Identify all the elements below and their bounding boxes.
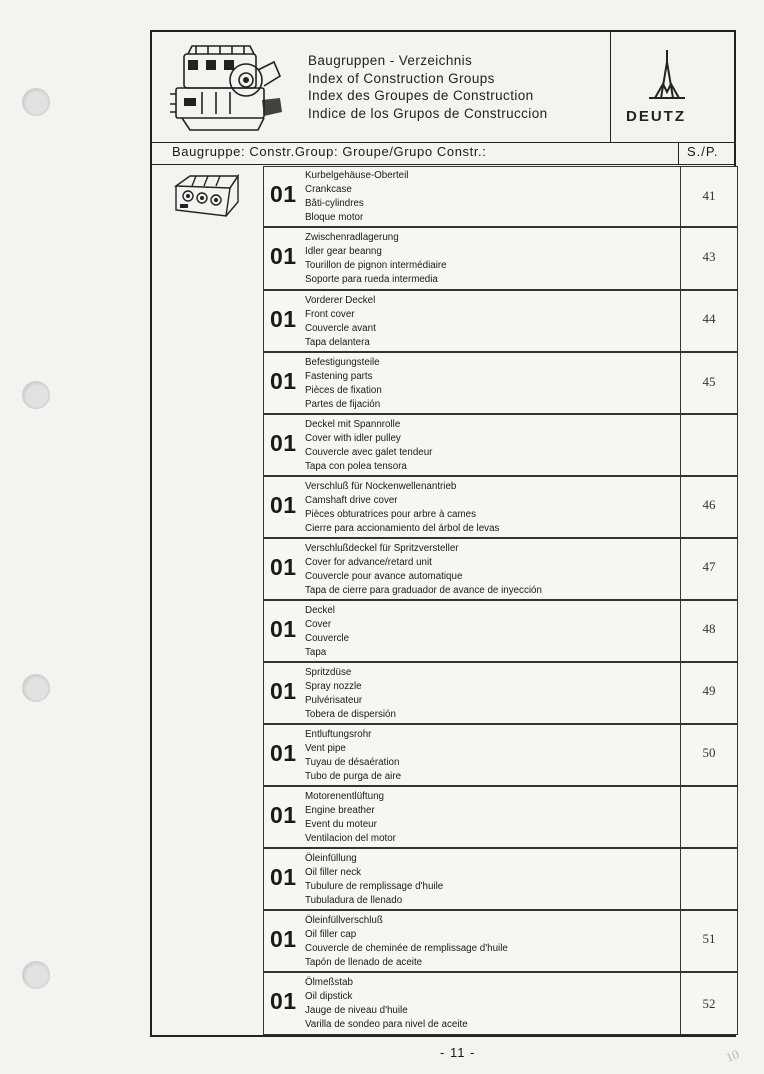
- page-number: 48: [702, 621, 716, 636]
- group-code: 01: [270, 740, 297, 766]
- page-cell: [680, 228, 737, 289]
- list-item: [263, 227, 738, 290]
- group-code: 01: [270, 181, 297, 207]
- part-name-english: Cover: [305, 619, 332, 630]
- part-name-french: Pulvérisateur: [305, 695, 363, 706]
- part-name-english: Camshaft drive cover: [305, 495, 398, 506]
- part-name-english: Engine breather: [305, 805, 375, 816]
- page-number: 49: [702, 683, 716, 698]
- part-name-german: Zwischenradlagerung: [305, 232, 399, 243]
- list-item: [263, 414, 738, 476]
- part-name-spanish: Tapa: [305, 647, 327, 658]
- part-name-german: Deckel: [305, 605, 335, 616]
- title-french: Index des Groupes de Construction: [308, 88, 534, 103]
- group-code: 01: [270, 802, 297, 828]
- part-name-english: Oil filler neck: [305, 867, 362, 878]
- pencil-mark: 10: [723, 1046, 742, 1065]
- page-number: 47: [702, 559, 716, 574]
- page-cell: [680, 477, 737, 537]
- list-item: [263, 476, 738, 538]
- part-name-english: Crankcase: [305, 184, 352, 195]
- part-name-german: Öleinfüllung: [305, 853, 357, 864]
- part-name-spanish: Varilla de sondeo para nivel de aceite: [305, 1019, 468, 1030]
- group-code: 01: [270, 678, 297, 704]
- punch-hole: [22, 88, 50, 116]
- part-name-german: Motorenentlüftung: [305, 791, 384, 802]
- list-item: [263, 166, 738, 227]
- part-name-french: Event du moteur: [305, 819, 377, 830]
- part-names: [305, 418, 432, 474]
- part-names: [305, 666, 396, 722]
- part-name-french: Pièces obturatrices pour arbre à cames: [305, 509, 476, 520]
- part-name-english: Cover for advance/retard unit: [305, 557, 432, 568]
- part-name-german: Vorderer Deckel: [305, 295, 376, 306]
- part-name-english: Front cover: [305, 309, 355, 320]
- part-name-spanish: Tubuladura de llenado: [305, 895, 403, 906]
- page-cell: [680, 167, 737, 226]
- part-name-german: Öleinfüllverschluß: [305, 915, 383, 926]
- page-cell: [680, 415, 737, 475]
- page-cell: [680, 539, 737, 599]
- part-name-french: Couvercle pour avance automatique: [305, 571, 463, 582]
- part-names: [305, 480, 499, 536]
- part-name-english: Cover with idler pulley: [305, 433, 401, 444]
- part-name-spanish: Bloque motor: [305, 212, 364, 223]
- group-code: 01: [270, 616, 297, 642]
- list-item: [263, 352, 738, 414]
- part-name-german: Verschluß für Nockenwellenantrieb: [305, 481, 457, 492]
- page-number: 51: [702, 931, 716, 946]
- title-spanish: Indice de los Grupos de Construccion: [308, 105, 548, 121]
- page-cell: [680, 911, 737, 971]
- group-code: 01: [270, 306, 297, 332]
- part-names: [305, 604, 349, 660]
- part-name-spanish: Tapón de llenado de aceite: [305, 957, 423, 968]
- part-name-english: Oil dipstick: [305, 991, 353, 1002]
- part-name-german: Kurbelgehäuse-Oberteil: [305, 170, 409, 181]
- part-name-english: Idler gear beanng: [305, 246, 382, 257]
- list-item: [263, 538, 738, 600]
- page-number: 52: [702, 996, 716, 1011]
- group-code: 01: [270, 864, 297, 890]
- group-code: 01: [270, 988, 297, 1014]
- part-names: [305, 790, 396, 846]
- part-names: [305, 852, 443, 908]
- list-item: [263, 290, 738, 352]
- part-name-spanish: Tapa con polea tensora: [305, 461, 407, 472]
- engine-illustration: [162, 40, 292, 136]
- page-cell: [680, 353, 737, 413]
- part-name-english: Oil filler cap: [305, 929, 357, 940]
- deutz-logo-icon: [639, 48, 695, 102]
- part-names: [305, 294, 376, 350]
- index-titles: [308, 52, 548, 122]
- list-item: [263, 848, 738, 910]
- punch-hole: [22, 961, 50, 989]
- page-column-label: S./P.: [687, 144, 719, 159]
- part-name-french: Couvercle avant: [305, 323, 376, 334]
- title-german: Baugruppen - Verzeichnis: [308, 53, 473, 68]
- part-name-spanish: Tapa delantera: [305, 337, 370, 348]
- part-name-english: Spray nozzle: [305, 681, 362, 692]
- part-name-french: Couvercle avec galet tendeur: [305, 447, 433, 458]
- page-column-header: [678, 142, 735, 164]
- title-english: Index of Construction Groups: [308, 70, 495, 86]
- list-item: [263, 910, 738, 972]
- list-item: [263, 662, 738, 724]
- part-name-spanish: Ventilacion del motor: [305, 833, 396, 844]
- group-code: 01: [270, 926, 297, 952]
- group-code: 01: [270, 243, 297, 269]
- part-names: [305, 976, 468, 1032]
- group-bar: [152, 142, 734, 165]
- page-number: 46: [702, 497, 716, 512]
- page-number: 44: [702, 311, 716, 326]
- index-frame: [150, 30, 736, 1037]
- group-code: 01: [270, 554, 297, 580]
- part-name-spanish: Partes de fijación: [305, 399, 381, 410]
- part-names: [305, 542, 542, 598]
- brand-name: DEUTZ: [626, 108, 686, 125]
- list-item: [263, 600, 738, 662]
- page-cell: [680, 849, 737, 909]
- part-name-spanish: Tapa de cierre para graduador de avance de inyección: [305, 585, 542, 596]
- group-code: 01: [270, 492, 297, 518]
- part-name-french: Tuyau de désaération: [305, 757, 400, 768]
- part-name-german: Befestigungsteile: [305, 357, 380, 368]
- page-cell: [680, 725, 737, 785]
- group-code: 01: [270, 368, 297, 394]
- part-name-german: Verschlußdeckel für Spritzversteller: [305, 543, 459, 554]
- punch-hole: [22, 381, 50, 409]
- page-cell: [680, 291, 737, 351]
- page-number: 41: [702, 188, 716, 203]
- part-name-french: Couvercle de cheminée de remplissage d'huile: [305, 943, 508, 954]
- page-cell: [680, 601, 737, 661]
- part-names: [305, 231, 447, 287]
- part-name-french: Tourillon de pignon intermédiaire: [305, 260, 447, 271]
- part-names: [305, 728, 401, 784]
- list-item: [263, 724, 738, 786]
- list-item: [263, 972, 738, 1035]
- page-cell: [680, 663, 737, 723]
- page-cell: [680, 787, 737, 847]
- part-name-french: Tubulure de remplissage d'huile: [305, 881, 444, 892]
- group-code: 01: [270, 430, 297, 456]
- part-names: [305, 356, 382, 412]
- page-number: 45: [702, 374, 716, 389]
- page-number: 43: [702, 249, 716, 264]
- part-name-french: Bâti-cylindres: [305, 198, 364, 209]
- part-name-spanish: Soporte para rueda intermedia: [305, 274, 438, 285]
- group-label: Baugruppe: Constr.Group: Groupe/Grupo Constr.:: [172, 144, 487, 159]
- crankcase-illustration: [172, 172, 242, 220]
- part-name-french: Couvercle: [305, 633, 350, 644]
- part-name-spanish: Tobera de dispersión: [305, 709, 396, 720]
- page-cell: [680, 973, 737, 1034]
- part-name-spanish: Cierre para accionamiento del árbol de levas: [305, 523, 500, 534]
- part-name-english: Vent pipe: [305, 743, 346, 754]
- footer-page-number: - 11 -: [440, 1045, 476, 1060]
- punch-hole: [22, 674, 50, 702]
- part-name-german: Deckel mit Spannrolle: [305, 419, 401, 430]
- part-name-german: Ölmeßstab: [305, 977, 353, 988]
- part-names: [305, 914, 508, 970]
- part-name-spanish: Tubo de purga de aire: [305, 771, 402, 782]
- part-names: [305, 169, 408, 225]
- list-item: [263, 786, 738, 848]
- part-name-german: Entluftungsrohr: [305, 729, 372, 740]
- brand-logo-box: [610, 32, 735, 142]
- page-number: 50: [702, 745, 716, 760]
- part-name-english: Fastening parts: [305, 371, 373, 382]
- part-name-french: Pièces de fixation: [305, 385, 382, 396]
- part-name-french: Jauge de niveau d'huile: [305, 1005, 408, 1016]
- part-name-german: Spritzdüse: [305, 667, 352, 678]
- header: [152, 32, 734, 143]
